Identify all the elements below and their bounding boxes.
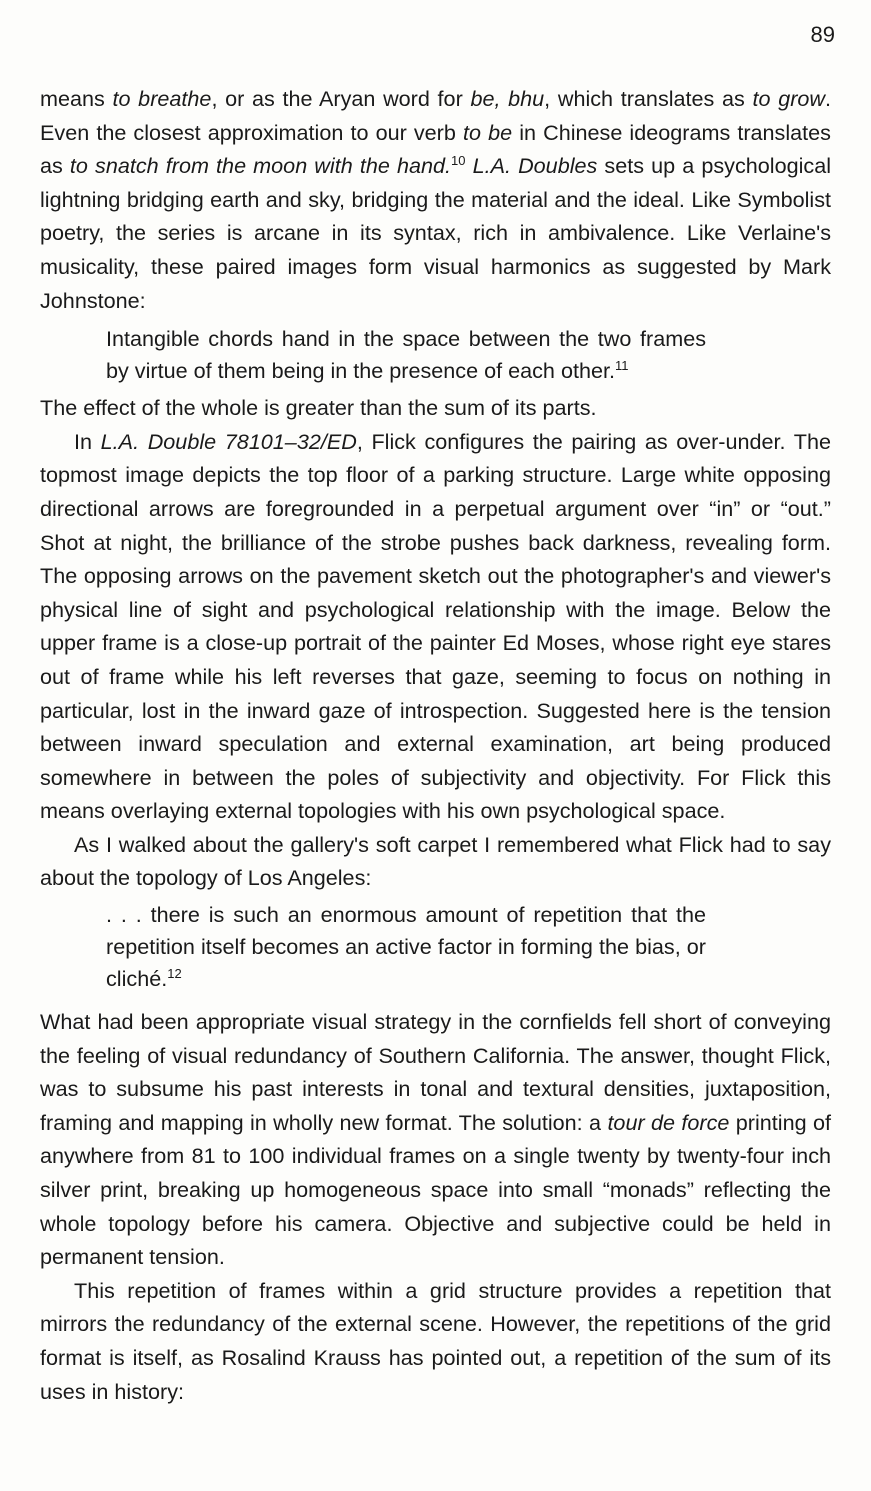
- block-quote-1: [106, 323, 706, 387]
- block-quote-2: [106, 899, 706, 995]
- p1-text-1: means: [40, 86, 113, 111]
- footnote-ref-11: 11: [614, 358, 629, 374]
- paragraph-6: This repetition of frames within a grid structure provides a repetition that mirrors the redundancy of the external scene. However, the repetitions of the grid format is itself, as Rosalind Krauss has pointed out, a repetition of the sum of its uses in history:: [40, 1277, 831, 1404]
- p1-text-2: , or as the Aryan word for: [211, 86, 471, 111]
- p1-text-4: . Even the closest approximation to our verb: [40, 86, 832, 145]
- p5-text-2: printing of anywhere from 81 to 100 individual frames on a single twenty by twenty-four inch silver print, breaking up homogeneous space into small “monads” reflecting the whole topology before his camera. Objective and subjective could be held in permanent tension.: [40, 1109, 831, 1270]
- footnote-ref-12: 12: [167, 966, 182, 982]
- p5-italic-1: tour de force: [607, 1109, 730, 1135]
- p1-italic-4: to be: [462, 119, 513, 145]
- p1-text-5: in Chinese ideograms translates as: [40, 119, 831, 179]
- paragraph-1: [40, 82, 831, 317]
- p1-text-7: sets up a psychological lightning bridging earth and sky, bridging the material and the ideal. Like Symbolist poetry, the series is arcane in its syntax, rich in ambivalence. Like Verlaine's musicality, these paired images form visual harmonics as suggested by Mark Johnstone:: [40, 153, 832, 313]
- p3-italic-1: L.A. Double 78101–32/ED: [100, 428, 357, 454]
- paragraph-4: As I walked about the gallery's soft carpet I remembered what Flick had to say about the topology of Los Angeles:: [40, 831, 831, 891]
- paragraph-2: The effect of the whole is greater than the sum of its parts.: [40, 395, 597, 421]
- p3-text-1: In: [74, 428, 101, 454]
- paragraph-5: [40, 1005, 831, 1274]
- p1-italic-6: L.A. Doubles: [472, 153, 598, 179]
- quote2-text: . . . there is such an enormous amount of repetition that the repetition itself becomes an active factor in forming the bias, or cliché.: [106, 902, 706, 992]
- paragraph-3: [40, 425, 831, 828]
- footnote-ref-10: 10: [450, 153, 466, 169]
- p1-text-6: [465, 153, 472, 178]
- p1-italic-2: be, bhu: [470, 86, 545, 111]
- page-number: 89: [810, 22, 835, 47]
- p1-text-3: , which translates as: [544, 86, 753, 111]
- p3-text-2: , Flick configures the pairing as over-under. The topmost image depicts the top floor of a parking structure. Large white opposing directional arrows are foregrounded in a perpetual argument over “in” or “out.” Shot at night, the brilliance of the strobe pushes back darkness, revealing form. The opposing arrows on the pavement sketch out the photographer's and viewer's physical line of sight and psychological relationship with the image. Below the upper frame is a close-up portrait of the painter Ed Moses, whose right eye stares out of frame while his left reverses that gaze, seeming to focus on nothing in particular, lost in the inward gaze of introspection. Suggested here is the tension between inward speculation and external examination, art being produced somewhere in between the poles of subjectivity and objectivity. For Flick this means overlaying external topologies with his own psychological space.: [40, 428, 831, 824]
- p5-text-1: What had been appropriate visual strategy in the cornfields fell short of conveying the feeling of visual redundancy of Southern California. The answer, thought Flick, was to subsume his past interests in tonal and textural densities, juxtaposition, framing and mapping in wholly new format. The solution: a: [40, 1009, 831, 1135]
- quote1-text: Intangible chords hand in the space between the two frames by virtue of them being in the presence of each other.: [106, 326, 706, 384]
- body-text: [40, 82, 831, 1408]
- p1-italic-3: to grow: [752, 86, 826, 111]
- p1-italic-5: to snatch from the moon with the hand.: [69, 153, 451, 179]
- p1-italic-1: to breathe: [112, 86, 212, 111]
